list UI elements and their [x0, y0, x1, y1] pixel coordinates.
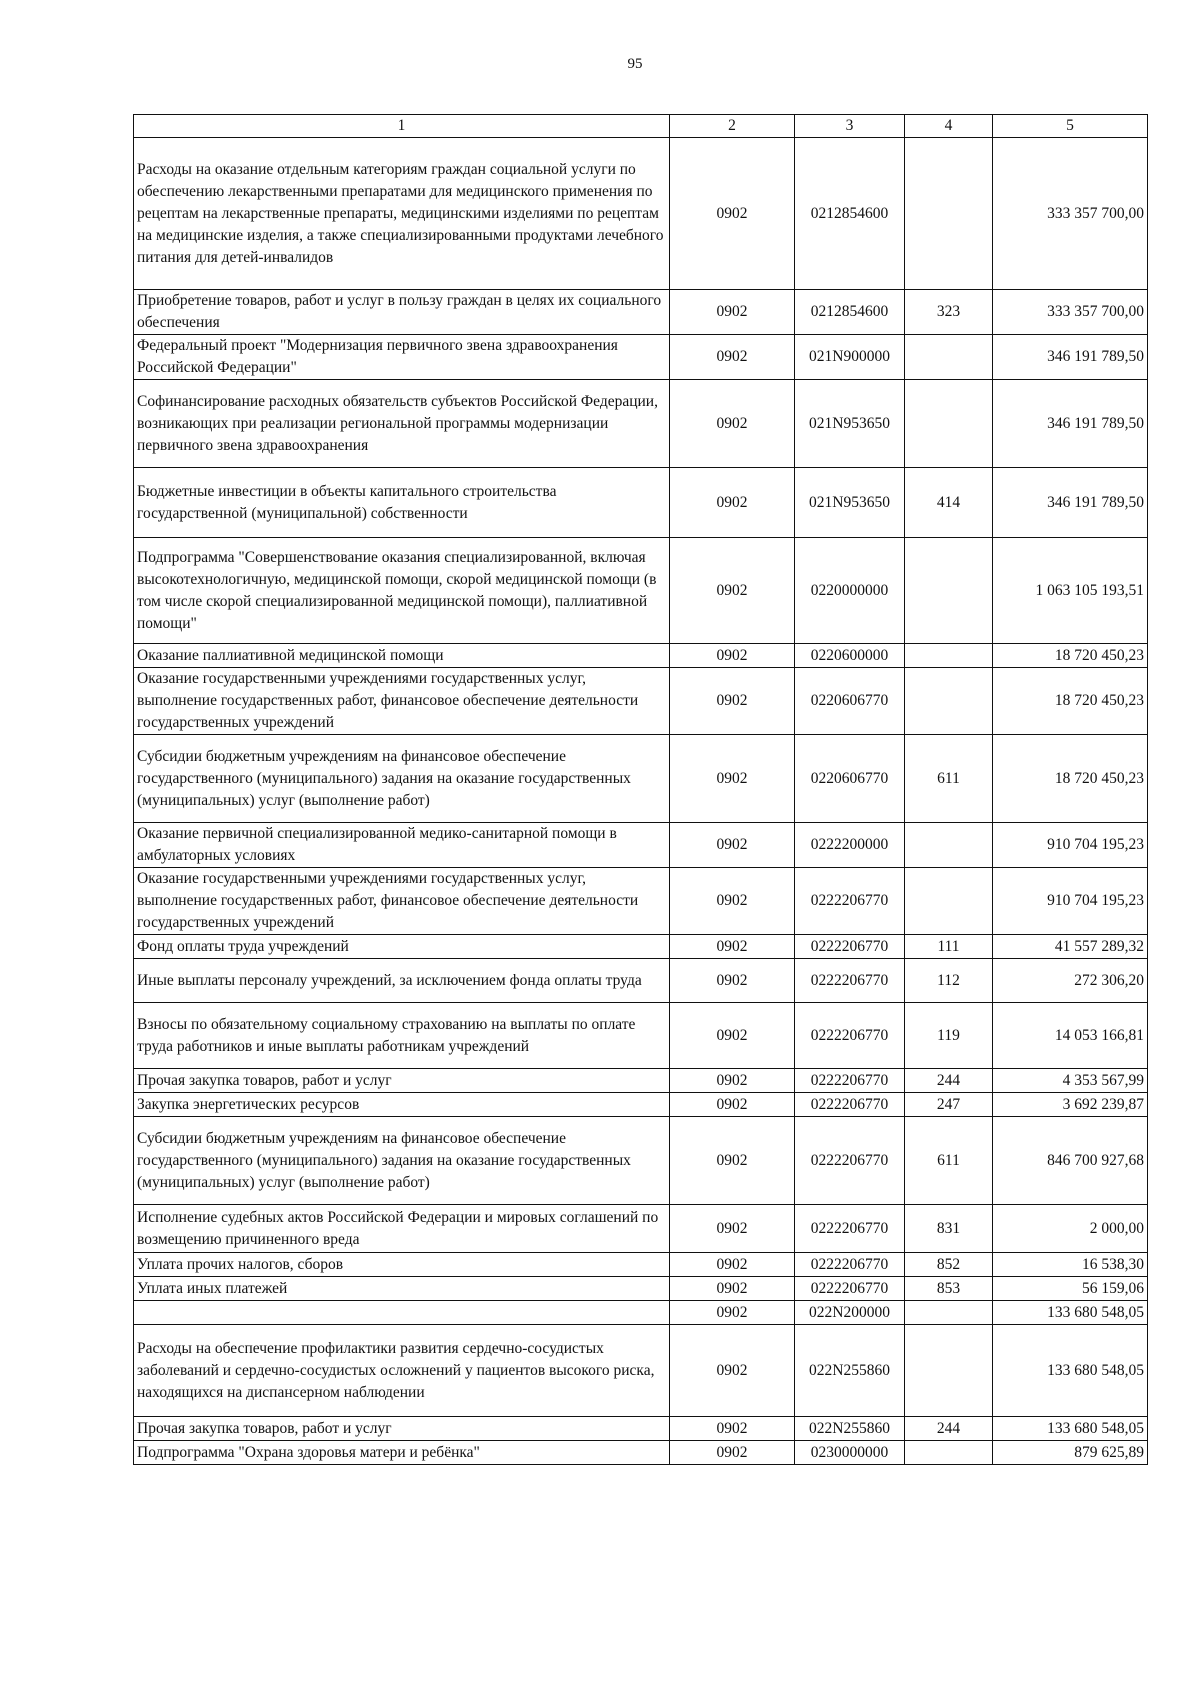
- row-expense-type-cell: [905, 335, 993, 380]
- row-target-code-cell: 0212854600: [795, 138, 905, 290]
- table-row: [134, 1003, 1148, 1069]
- row-section-code-cell: 0902: [670, 823, 795, 868]
- row-section-code-cell: 0902: [670, 1417, 795, 1441]
- row-target-code-cell: 022N255860: [795, 1325, 905, 1417]
- row-section-code-cell: 0902: [670, 644, 795, 668]
- column-header-1: 1: [134, 115, 670, 138]
- row-name-cell: Приобретение товаров, работ и услуг в пользу граждан в целях их социального обеспечения: [134, 290, 670, 335]
- row-section-code-cell: 0902: [670, 959, 795, 1003]
- table-row: [134, 138, 1148, 290]
- row-amount-cell: 333 357 700,00: [993, 138, 1148, 290]
- row-amount-cell: 910 704 195,23: [993, 823, 1148, 868]
- row-expense-type-cell: [905, 138, 993, 290]
- row-target-code-cell: 0222206770: [795, 868, 905, 935]
- table-row: [134, 468, 1148, 538]
- row-expense-type-cell: [905, 380, 993, 468]
- row-target-code-cell: 0220606770: [795, 735, 905, 823]
- row-target-code-cell: 021N900000: [795, 335, 905, 380]
- row-section-code-cell: 0902: [670, 1253, 795, 1277]
- row-target-code-cell: 0222206770: [795, 1003, 905, 1069]
- row-expense-type-cell: [905, 668, 993, 735]
- row-amount-cell: 333 357 700,00: [993, 290, 1148, 335]
- row-expense-type-cell: 852: [905, 1253, 993, 1277]
- row-target-code-cell: 0212854600: [795, 290, 905, 335]
- row-section-code-cell: 0902: [670, 290, 795, 335]
- row-expense-type-cell: [905, 1441, 993, 1465]
- row-name-cell: Расходы на оказание отдельным категориям граждан социальной услуги по обеспечению лекарственными препаратами для медицинского применения по рецептам на лекарственные препараты, медицинскими изделиями по рецептам на медицинские изделия, а также специализированными продуктами лечебного питания для детей-инвалидов: [134, 138, 670, 290]
- row-section-code-cell: 0902: [670, 1205, 795, 1253]
- row-target-code-cell: 0222206770: [795, 1253, 905, 1277]
- row-expense-type-cell: [905, 644, 993, 668]
- row-name-cell: Уплата прочих налогов, сборов: [134, 1253, 670, 1277]
- row-amount-cell: 133 680 548,05: [993, 1301, 1148, 1325]
- table-row: [134, 1301, 1148, 1325]
- row-section-code-cell: 0902: [670, 1441, 795, 1465]
- budget-table: [133, 114, 1148, 1465]
- row-name-cell: Субсидии бюджетным учреждениям на финансовое обеспечение государственного (муниципального) задания на оказание государственных (муниципальных) услуг (выполнение работ): [134, 735, 670, 823]
- row-amount-cell: 14 053 166,81: [993, 1003, 1148, 1069]
- column-header-3: 3: [795, 115, 905, 138]
- row-expense-type-cell: 111: [905, 935, 993, 959]
- row-section-code-cell: 0902: [670, 335, 795, 380]
- row-expense-type-cell: 247: [905, 1093, 993, 1117]
- row-name-cell: Прочая закупка товаров, работ и услуг: [134, 1069, 670, 1093]
- row-target-code-cell: 0220000000: [795, 538, 905, 644]
- row-expense-type-cell: [905, 823, 993, 868]
- row-section-code-cell: 0902: [670, 668, 795, 735]
- table-row: [134, 644, 1148, 668]
- table-body: [134, 138, 1148, 1465]
- row-amount-cell: 346 191 789,50: [993, 468, 1148, 538]
- table-row: [134, 1253, 1148, 1277]
- row-name-cell: Исполнение судебных актов Российской Федерации и мировых соглашений по возмещению причиненного вреда: [134, 1205, 670, 1253]
- row-section-code-cell: 0902: [670, 138, 795, 290]
- row-amount-cell: 1 063 105 193,51: [993, 538, 1148, 644]
- table-row: [134, 335, 1148, 380]
- row-expense-type-cell: 831: [905, 1205, 993, 1253]
- row-section-code-cell: 0902: [670, 1325, 795, 1417]
- table-row: [134, 823, 1148, 868]
- table-row: [134, 959, 1148, 1003]
- table-row: [134, 668, 1148, 735]
- row-name-cell: Прочая закупка товаров, работ и услуг: [134, 1417, 670, 1441]
- row-name-cell: Оказание паллиативной медицинской помощи: [134, 644, 670, 668]
- row-name-cell: Оказание государственными учреждениями государственных услуг, выполнение государственных работ, финансовое обеспечение деятельности государственных учреждений: [134, 668, 670, 735]
- row-amount-cell: 2 000,00: [993, 1205, 1148, 1253]
- row-name-cell: Иные выплаты персоналу учреждений, за исключением фонда оплаты труда: [134, 959, 670, 1003]
- row-section-code-cell: 0902: [670, 1069, 795, 1093]
- row-name-cell: [134, 1301, 670, 1325]
- row-name-cell: Расходы на обеспечение профилактики развития сердечно-сосудистых заболеваний и сердечно-сосудистых осложнений у пациентов высокого риска, находящихся на диспансерном наблюдении: [134, 1325, 670, 1417]
- row-section-code-cell: 0902: [670, 380, 795, 468]
- table-row: [134, 1277, 1148, 1301]
- page-number: 95: [627, 56, 643, 72]
- row-expense-type-cell: [905, 1301, 993, 1325]
- row-name-cell: Субсидии бюджетным учреждениям на финансовое обеспечение государственного (муниципального) задания на оказание государственных (муниципальных) услуг (выполнение работ): [134, 1117, 670, 1205]
- table-row: [134, 1093, 1148, 1117]
- row-amount-cell: 133 680 548,05: [993, 1325, 1148, 1417]
- row-amount-cell: 3 692 239,87: [993, 1093, 1148, 1117]
- row-name-cell: Уплата иных платежей: [134, 1277, 670, 1301]
- row-amount-cell: 4 353 567,99: [993, 1069, 1148, 1093]
- row-target-code-cell: 0222206770: [795, 959, 905, 1003]
- row-name-cell: Федеральный проект "Модернизация первичного звена здравоохранения Российской Федерации": [134, 335, 670, 380]
- row-target-code-cell: 021N953650: [795, 380, 905, 468]
- row-amount-cell: 18 720 450,23: [993, 644, 1148, 668]
- row-amount-cell: 879 625,89: [993, 1441, 1148, 1465]
- row-target-code-cell: 022N200000: [795, 1301, 905, 1325]
- column-header-4: 4: [905, 115, 993, 138]
- row-section-code-cell: 0902: [670, 1003, 795, 1069]
- column-header-2: 2: [670, 115, 795, 138]
- row-amount-cell: 133 680 548,05: [993, 1417, 1148, 1441]
- row-amount-cell: 18 720 450,23: [993, 668, 1148, 735]
- row-amount-cell: 346 191 789,50: [993, 380, 1148, 468]
- row-amount-cell: 272 306,20: [993, 959, 1148, 1003]
- table-row: [134, 290, 1148, 335]
- column-header-5: 5: [993, 115, 1148, 138]
- row-amount-cell: 846 700 927,68: [993, 1117, 1148, 1205]
- row-section-code-cell: 0902: [670, 1277, 795, 1301]
- row-name-cell: Закупка энергетических ресурсов: [134, 1093, 670, 1117]
- row-amount-cell: 18 720 450,23: [993, 735, 1148, 823]
- row-amount-cell: 16 538,30: [993, 1253, 1148, 1277]
- row-expense-type-cell: 414: [905, 468, 993, 538]
- row-expense-type-cell: 119: [905, 1003, 993, 1069]
- row-target-code-cell: 0222206770: [795, 935, 905, 959]
- row-name-cell: Подпрограмма "Охрана здоровья матери и ребёнка": [134, 1441, 670, 1465]
- row-amount-cell: 346 191 789,50: [993, 335, 1148, 380]
- row-section-code-cell: 0902: [670, 468, 795, 538]
- table-row: [134, 1205, 1148, 1253]
- row-target-code-cell: 021N953650: [795, 468, 905, 538]
- table-row: [134, 1069, 1148, 1093]
- row-expense-type-cell: 112: [905, 959, 993, 1003]
- row-section-code-cell: 0902: [670, 1093, 795, 1117]
- table-row: [134, 1117, 1148, 1205]
- row-expense-type-cell: [905, 1325, 993, 1417]
- row-section-code-cell: 0902: [670, 935, 795, 959]
- row-amount-cell: 910 704 195,23: [993, 868, 1148, 935]
- table-row: [134, 935, 1148, 959]
- row-target-code-cell: 0222206770: [795, 1277, 905, 1301]
- table-row: [134, 735, 1148, 823]
- row-expense-type-cell: 244: [905, 1069, 993, 1093]
- row-name-cell: Оказание первичной специализированной медико-санитарной помощи в амбулаторных условиях: [134, 823, 670, 868]
- row-expense-type-cell: 323: [905, 290, 993, 335]
- row-target-code-cell: 0220600000: [795, 644, 905, 668]
- row-expense-type-cell: 244: [905, 1417, 993, 1441]
- row-target-code-cell: 0220606770: [795, 668, 905, 735]
- row-name-cell: Софинансирование расходных обязательств субъектов Российской Федерации, возникающих при реализации региональной программы модернизации первичного звена здравоохранения: [134, 380, 670, 468]
- row-target-code-cell: 0222206770: [795, 1093, 905, 1117]
- row-name-cell: Оказание государственными учреждениями государственных услуг, выполнение государственных работ, финансовое обеспечение деятельности государственных учреждений: [134, 868, 670, 935]
- row-expense-type-cell: 611: [905, 735, 993, 823]
- row-section-code-cell: 0902: [670, 538, 795, 644]
- table-row: [134, 1325, 1148, 1417]
- row-target-code-cell: 0222200000: [795, 823, 905, 868]
- table-row: [134, 1417, 1148, 1441]
- row-target-code-cell: 0222206770: [795, 1069, 905, 1093]
- row-target-code-cell: 0230000000: [795, 1441, 905, 1465]
- row-expense-type-cell: 611: [905, 1117, 993, 1205]
- row-expense-type-cell: [905, 868, 993, 935]
- table-row: [134, 868, 1148, 935]
- row-section-code-cell: 0902: [670, 1117, 795, 1205]
- table-row: [134, 1441, 1148, 1465]
- row-section-code-cell: 0902: [670, 735, 795, 823]
- row-name-cell: Взносы по обязательному социальному страхованию на выплаты по оплате труда работников и иные выплаты работникам учреждений: [134, 1003, 670, 1069]
- row-name-cell: Подпрограмма "Совершенствование оказания специализированной, включая высокотехнологичную, медицинской помощи, скорой медицинской помощи (в том числе скорой специализированной медицинской помощи), паллиативной помощи": [134, 538, 670, 644]
- row-section-code-cell: 0902: [670, 1301, 795, 1325]
- table-row: [134, 380, 1148, 468]
- table-row: [134, 538, 1148, 644]
- row-target-code-cell: 0222206770: [795, 1205, 905, 1253]
- row-amount-cell: 56 159,06: [993, 1277, 1148, 1301]
- row-section-code-cell: 0902: [670, 868, 795, 935]
- row-name-cell: Фонд оплаты труда учреждений: [134, 935, 670, 959]
- row-target-code-cell: 0222206770: [795, 1117, 905, 1205]
- row-target-code-cell: 022N255860: [795, 1417, 905, 1441]
- row-expense-type-cell: [905, 538, 993, 644]
- row-name-cell: Бюджетные инвестиции в объекты капитального строительства государственной (муниципальной) собственности: [134, 468, 670, 538]
- row-amount-cell: 41 557 289,32: [993, 935, 1148, 959]
- row-expense-type-cell: 853: [905, 1277, 993, 1301]
- header-row: [134, 115, 1148, 138]
